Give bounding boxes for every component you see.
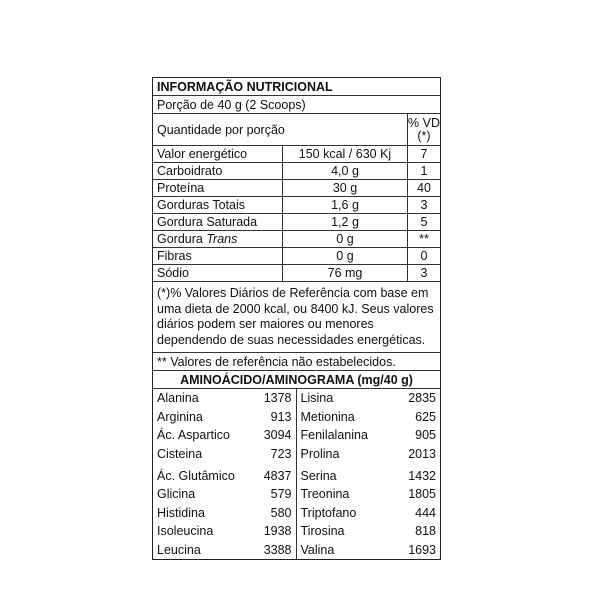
amino-row (297, 541, 441, 560)
amino-row (297, 408, 441, 427)
nutrient-amount: 30 g (283, 180, 408, 196)
nutrient-vd: 3 (420, 266, 428, 280)
nutrient-name: Fibras (153, 248, 283, 264)
nutrient-name: Valor energético (153, 146, 283, 162)
amino-name: Isoleucina (157, 524, 214, 539)
amino-row (297, 504, 441, 523)
aminogram-title: AMINOÁCIDO/AMINOGRAMA (mg/40 g) (153, 371, 440, 389)
portion-size: Porção de 40 g (2 Scoops) (153, 96, 440, 114)
nutrient-vd: 3 (420, 198, 428, 212)
amino-name: Tirosina (300, 524, 345, 539)
amino-row (297, 445, 441, 464)
nutrient-name-prefix: Gordura (157, 232, 207, 246)
footnote-reference: (*)% Valores Diários de Referência com base em uma dieta de 2000 kcal, ou 8400 kJ. Seus valores diários podem ser maiores ou menores dependendo de suas necessidades energéticas. (153, 282, 440, 353)
label-title: INFORMAÇÃO NUTRICIONAL (153, 78, 440, 96)
nutrient-name: Sódio (153, 265, 283, 281)
nutrient-vd: 7 (420, 147, 428, 161)
amino-value: 625 (415, 409, 436, 424)
nutrient-name-italic: Trans (206, 232, 238, 246)
amino-row (153, 504, 296, 523)
amino-row (153, 541, 296, 560)
amino-name: Arginina (157, 409, 203, 424)
amino-name: Prolina (300, 447, 340, 462)
amino-name: Serina (300, 468, 337, 483)
aminogram-right-column (297, 389, 441, 559)
amino-name: Cisteina (157, 447, 203, 462)
amino-row (297, 485, 441, 504)
vd-header (408, 114, 440, 145)
amino-name: Alanina (157, 391, 199, 406)
amino-value: 1378 (263, 391, 292, 406)
nutrient-vd: 40 (417, 181, 431, 195)
nutrient-amount: 0 g (283, 248, 408, 264)
amino-value: 1432 (408, 468, 436, 483)
amino-value: 3094 (263, 428, 292, 443)
aminogram-left-column (153, 389, 297, 559)
amino-name: Lisina (300, 391, 334, 406)
amino-value: 913 (270, 409, 292, 424)
nutrient-amount: 0 g (283, 231, 408, 247)
nutrient-amount: 4,0 g (283, 163, 408, 179)
nutrition-label (152, 77, 441, 560)
nutrient-name: Gordura Saturada (153, 214, 283, 230)
amino-value: 723 (270, 447, 292, 462)
nutrient-row (153, 231, 440, 248)
amino-name: Treonina (300, 487, 350, 502)
vd-header-line1: % VD (408, 115, 440, 130)
amino-name: Glicina (157, 487, 196, 502)
amino-value: 1693 (408, 543, 436, 558)
nutrient-row (153, 146, 440, 163)
nutrient-amount: 150 kcal / 630 Kj (283, 146, 408, 162)
amino-row (153, 389, 296, 408)
nutrient-name: Proteína (153, 180, 283, 196)
aminogram-table (153, 389, 440, 559)
amino-row (153, 445, 296, 464)
nutrient-name: Carboidrato (153, 163, 283, 179)
amino-name: Leucina (157, 543, 201, 558)
amino-value: 580 (270, 505, 292, 520)
amino-value: 4837 (263, 468, 292, 483)
nutrient-vd: ** (419, 232, 429, 246)
amino-name: Valina (300, 543, 335, 558)
amino-row (153, 485, 296, 504)
amino-value: 3388 (263, 543, 292, 558)
amino-name: Ác. Aspartico (157, 428, 230, 443)
amino-name: Fenilalanina (300, 428, 368, 443)
amino-row (297, 389, 441, 408)
amino-row (297, 426, 441, 445)
nutrient-amount: 76 mg (283, 265, 408, 281)
amino-value: 818 (415, 524, 436, 539)
nutrient-row (153, 180, 440, 197)
nutrient-row (153, 265, 440, 282)
nutrient-row (153, 197, 440, 214)
quantity-header-row (153, 114, 440, 146)
quantity-label: Quantidade por porção (153, 114, 408, 145)
amino-value: 1938 (263, 524, 292, 539)
amino-value: 905 (415, 428, 436, 443)
amino-row (297, 522, 441, 541)
nutrient-row (153, 163, 440, 180)
amino-row (297, 466, 441, 485)
nutrient-name: Gorduras Totais (153, 197, 283, 213)
amino-row (153, 466, 296, 485)
nutrient-row (153, 248, 440, 265)
nutrient-name (153, 231, 283, 247)
amino-name: Ác. Glutâmico (157, 468, 235, 483)
footnote-not-established: ** Valores de referência não estabelecidos. (153, 353, 440, 371)
amino-row (153, 408, 296, 427)
amino-row (153, 522, 296, 541)
amino-value: 2835 (408, 391, 436, 406)
amino-name: Histidina (157, 505, 205, 520)
nutrient-row (153, 214, 440, 231)
nutrient-vd: 0 (420, 249, 428, 263)
amino-name: Triptofano (300, 505, 357, 520)
nutrient-vd: 5 (420, 215, 428, 229)
amino-row (153, 426, 296, 445)
amino-value: 444 (415, 505, 436, 520)
nutrient-vd: 1 (420, 164, 428, 178)
amino-value: 2013 (408, 447, 436, 462)
vd-header-line2: (*) (417, 128, 431, 143)
amino-value: 579 (270, 487, 292, 502)
nutrient-amount: 1,6 g (283, 197, 408, 213)
amino-name: Metionina (300, 409, 355, 424)
nutrient-amount: 1,2 g (283, 214, 408, 230)
amino-value: 1805 (408, 487, 436, 502)
